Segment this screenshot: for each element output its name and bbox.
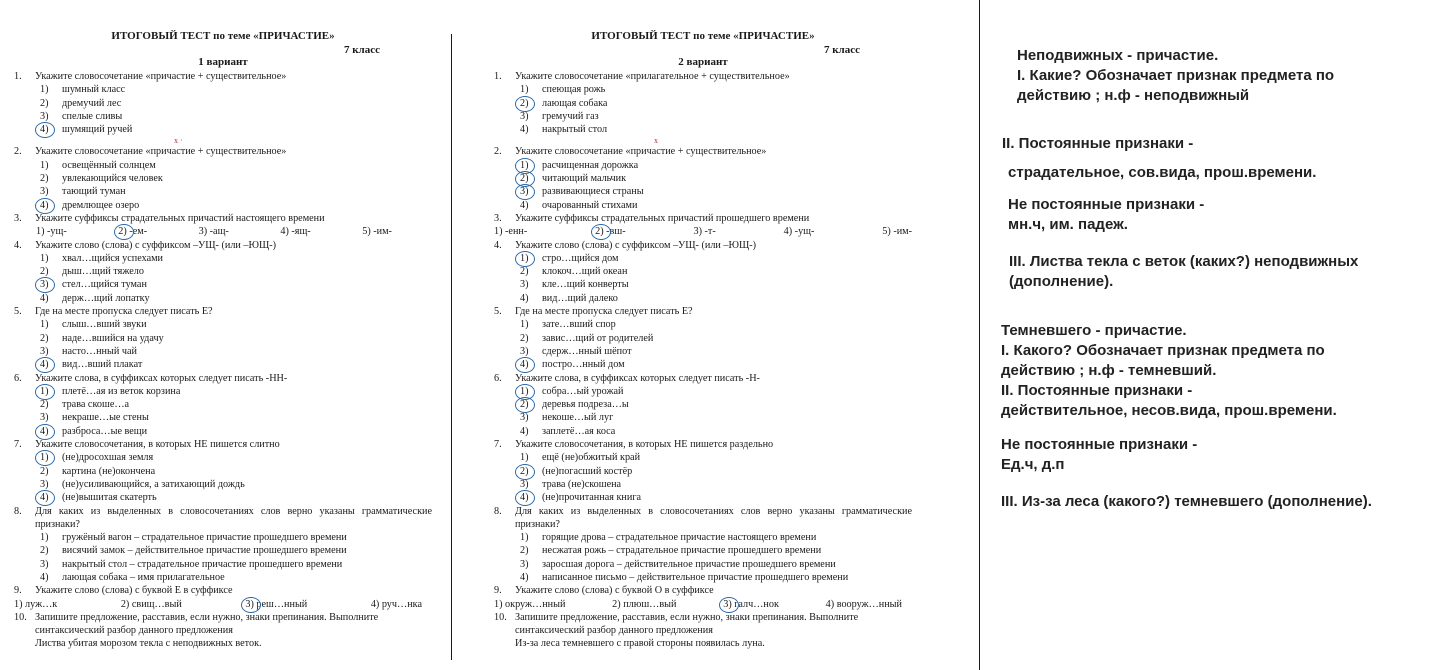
question-1-options (494, 83, 912, 136)
question-8-options (494, 531, 912, 584)
question-2-options (494, 159, 912, 212)
option-circled: 4) разброса…ые вещи (40, 425, 148, 437)
option: 2) трава скоше…а (40, 399, 130, 411)
option: 4) -ущ- (783, 226, 815, 238)
option-circled: 3) развивающиеся страны (520, 186, 644, 198)
question-6: 6. Укажите слова, в суффиксах которых следует писать -Н- (494, 372, 760, 384)
option: 1) зате…вший спор (520, 319, 616, 331)
variant-label: 2 вариант (678, 56, 728, 68)
option: 3) гремучий газ (520, 110, 599, 122)
option-circled: 1) (не)дросохшая земля (40, 452, 154, 464)
question-9-options (14, 598, 432, 611)
question-7: 7. Укажите словосочетания, в которых НЕ пишется раздельно (494, 439, 774, 451)
question-7: 7. Укажите словосочетания, в которых НЕ пишется слитно (14, 439, 280, 451)
answer-line: II. Постоянные признаки - (1001, 382, 1193, 399)
option: 1) -ущ- (36, 226, 67, 238)
option-circled: 4) вид…вший плакат (40, 359, 143, 371)
question-1: 1. Укажите словосочетание «причастие + существительное» (14, 71, 287, 82)
question-8-options (14, 531, 432, 584)
answer-line: действительное, несов.вида, прош.времени. (1001, 402, 1337, 419)
option: 2) завис…щий от родителей (520, 332, 654, 344)
question-6: 6. Укажите слова, в суффиксах которых следует писать -НН- (14, 372, 288, 384)
option: 4) вооруж…нный (825, 598, 902, 610)
option-circled: 1) стро…щийся дом (520, 252, 619, 264)
option: 3) трава (не)скошена (520, 478, 622, 490)
option: 1) слыш…вший звуки (40, 319, 147, 331)
question-4: 4. Укажите слово (слова) с суффиксом –УЩ- (или –ЮЩ-) (14, 239, 277, 251)
answer-line: (дополнение). (1009, 273, 1114, 290)
option: 3) некоше…ый луг (520, 412, 614, 424)
option-circled: 4) шумящий ручей (40, 124, 133, 136)
answer-block-3 (1008, 163, 1316, 183)
question-3: 3. Укажите суффиксы страдательных причастий настоящего времени (14, 212, 325, 224)
option: 3) спелые сливы (40, 110, 123, 122)
answer-line: III. Из-за леса (какого?) темневшего (дополнение). (1001, 493, 1372, 510)
question-9-options (494, 598, 912, 611)
option: 1) гружёный вагон – страдательное причастие прошедшего времени (40, 532, 347, 544)
question-2-options (14, 159, 432, 212)
option-circled: 2) деревья подреза…ы (520, 399, 629, 411)
option-circled: 2) читающий мальчик (520, 173, 627, 185)
question-4: 4. Укажите слово (слова) с суффиксом –УЩ- (или –ЮЩ-) (494, 239, 757, 251)
option: 4) вид…щий далеко (520, 292, 618, 304)
answer-block-5 (1009, 252, 1358, 292)
option-circled: 3) стел…щийся туман (40, 279, 147, 291)
answer-line: II. Постоянные признаки - (1002, 135, 1194, 152)
column-divider (451, 34, 452, 660)
option: 5) -им- (362, 226, 392, 238)
option-circled: 4) дремлющее озеро (40, 199, 140, 211)
option: 2) дремучий лес (40, 97, 122, 109)
question-5-options (14, 318, 432, 371)
option: 2) несжатая рожь – страдательное причастие прошедшего времени (520, 545, 822, 557)
answer-line: I. Какого? Обозначает признак предмета по (1001, 342, 1325, 359)
option: 4) написанное письмо – действительное причастие прошедшего времени (520, 571, 849, 583)
option: 2) дыш…щий тяжело (40, 266, 144, 278)
test-grade: 7 класс (823, 44, 860, 56)
option: 4) заплетё…ая коса (520, 425, 616, 437)
question-3: 3. Укажите суффиксы страдательных причастий прошедшего времени (494, 212, 810, 224)
option: 2) висячий замок – действительное причастие прошедшего времени (40, 545, 347, 557)
option: 3) тающий туман (40, 186, 126, 198)
option: 1) горящие дрова – страдательное причастие настоящего времени (520, 532, 817, 544)
question-8: 8. Для каких из выделенных в словосочетаниях слов верно указаны грамматические признаки? (14, 505, 432, 530)
option-circled: 3) галч…нок (723, 598, 779, 610)
option: 4) руч…нка (370, 598, 422, 610)
answer-line: I. Какие? Обозначает признак предмета по (1017, 67, 1335, 84)
option: 4) -ящ- (280, 226, 311, 238)
answer-line: Неподвижных - причастие. (1017, 47, 1219, 64)
answer-line: Не постоянные признаки - (1001, 436, 1198, 453)
option-circled: 1) собра…ый урожай (520, 385, 624, 397)
option: 2) картина (не)окончена (40, 465, 156, 477)
question-6-options (14, 385, 432, 438)
question-5-options (494, 318, 912, 371)
option: 2) свищ…вый (120, 598, 182, 610)
option: 1) луж…к (14, 598, 58, 610)
question-4-options (14, 252, 432, 305)
test-variant-2 (494, 30, 912, 651)
option-circled: 2) -ем- (118, 226, 148, 238)
option: 1) освещённый солнцем (40, 159, 156, 171)
option: 3) насто…нный чай (40, 345, 137, 357)
option-circled: 1) расчищенная дорожка (520, 159, 639, 171)
answer-block-7 (1001, 435, 1197, 475)
option: 2) плюш…вый (612, 598, 677, 610)
option-circled: 4) постро…нный дом (520, 359, 625, 371)
answer-block-1 (1017, 46, 1334, 106)
option: 3) накрытый стол – страдательное причастие прошедшего времени (40, 558, 343, 570)
answer-line: мн.ч, им. падеж. (1008, 216, 1128, 233)
option-circled: 2) -вш- (595, 226, 626, 238)
answer-line: страдательное, сов.вида, прош.времени. (1008, 164, 1317, 181)
option: 1) спеющая рожь (520, 84, 606, 96)
option: 3) (не)усиливающийся, а затихающий дождь (40, 478, 245, 490)
option: 4) лающая собака – имя прилагательное (40, 571, 225, 583)
option: 5) -им- (882, 226, 912, 238)
answer-block-4 (1008, 195, 1204, 235)
answer-line: Темневшего - причастие. (1001, 322, 1187, 339)
answer-block-6 (1001, 321, 1337, 421)
question-4-options (494, 252, 912, 305)
option: 3) сдерж…нный шёпот (520, 345, 632, 357)
option: 3) кле…щий конверты (520, 279, 629, 291)
option-circled: 2) лающая собака (520, 97, 608, 109)
option: 1) ещё (не)обжитый край (520, 452, 641, 464)
test-title: ИТОГОВЫЙ ТЕСТ по теме «ПРИЧАСТИЕ» (111, 30, 335, 42)
option: 2) увлекающийся человек (40, 173, 163, 185)
pen-mark: x (654, 136, 658, 146)
question-10-sentence: Листва убитая морозом текла с неподвижных веток. (35, 638, 262, 650)
answers-divider (979, 0, 980, 670)
answer-line: действию ; н.ф - неподвижный (1017, 87, 1250, 104)
option-circled: 1) плетё…ая из веток корзина (40, 385, 181, 397)
pen-mark: x · (174, 136, 183, 146)
question-5: 5. Где на месте пропуска следует писать Е? (494, 306, 693, 318)
option-circled: 4) (не)вышитая скатерть (40, 492, 157, 504)
question-10: 10. Запишите предложение, расставив, если нужно, знаки препинания. Выполните синтаксический разбор данного предложения (494, 611, 859, 637)
question-3-options (494, 225, 912, 238)
option: 2) клокоч…щий океан (520, 266, 628, 278)
question-3-options (14, 225, 432, 238)
option: 1) шумный класс (40, 84, 126, 96)
option: 3) заросшая дорога – действительное причастие прошедшего времени (520, 558, 836, 570)
option: 3) -т- (693, 226, 716, 238)
option: 1) -енн- (494, 226, 528, 238)
question-10-sentence: Из-за леса темневшего с правой стороны появилась луна. (515, 638, 765, 650)
option: 1) хвал…щийся успехами (40, 252, 163, 264)
question-8: 8. Для каких из выделенных в словосочетаниях слов верно указаны грамматические признаки? (494, 505, 912, 530)
question-9: 9. Укажите слово (слова) с буквой О в суффиксе (494, 585, 714, 597)
answer-block-8 (1001, 492, 1372, 512)
question-1: 1. Укажите словосочетание «прилагательное + существительное» (494, 71, 790, 82)
option: 3) некраше…ые стены (40, 412, 149, 424)
answer-line: III. Листва текла с веток (каких?) неподвижных (1009, 253, 1359, 270)
option-circled: 4) (не)прочитанная книга (520, 492, 642, 504)
answer-line: Ед.ч, д.п (1001, 456, 1065, 473)
answer-block-2 (1002, 134, 1193, 154)
test-variant-1 (14, 30, 432, 651)
question-9: 9. Укажите слово (слова) с буквой Е в суффиксе (14, 585, 233, 597)
option: 1) окруж…нный (494, 598, 566, 610)
question-10: 10. Запишите предложение, расставив, если нужно, знаки препинания. Выполните синтаксический разбор данного предложения (14, 611, 379, 637)
option-circled: 2) (не)погасший костёр (520, 465, 633, 477)
question-2: 2. Укажите словосочетание «причастие + существительное» (494, 146, 767, 158)
option: 2) наде…вшийся на удачу (40, 332, 164, 344)
variant-label: 1 вариант (198, 56, 248, 68)
option-circled: 3) реш…нный (245, 598, 308, 610)
question-1-options (14, 83, 432, 136)
option: 4) накрытый стол (520, 124, 608, 136)
question-2: 2. Укажите словосочетание «причастие + существительное» (14, 146, 287, 158)
option: 4) очарованный стихами (520, 199, 638, 211)
option: 4) держ…щий лопатку (40, 292, 150, 304)
test-title: ИТОГОВЫЙ ТЕСТ по теме «ПРИЧАСТИЕ» (591, 30, 815, 42)
test-grade: 7 класс (343, 44, 380, 56)
question-6-options (494, 385, 912, 438)
answer-line: действию ; н.ф - темневший. (1001, 362, 1217, 379)
question-7-options (494, 451, 912, 504)
option: 3) -ащ- (198, 226, 229, 238)
question-7-options (14, 451, 432, 504)
question-5: 5. Где на месте пропуска следует писать Е? (14, 306, 213, 318)
answer-line: Не постоянные признаки - (1008, 196, 1205, 213)
